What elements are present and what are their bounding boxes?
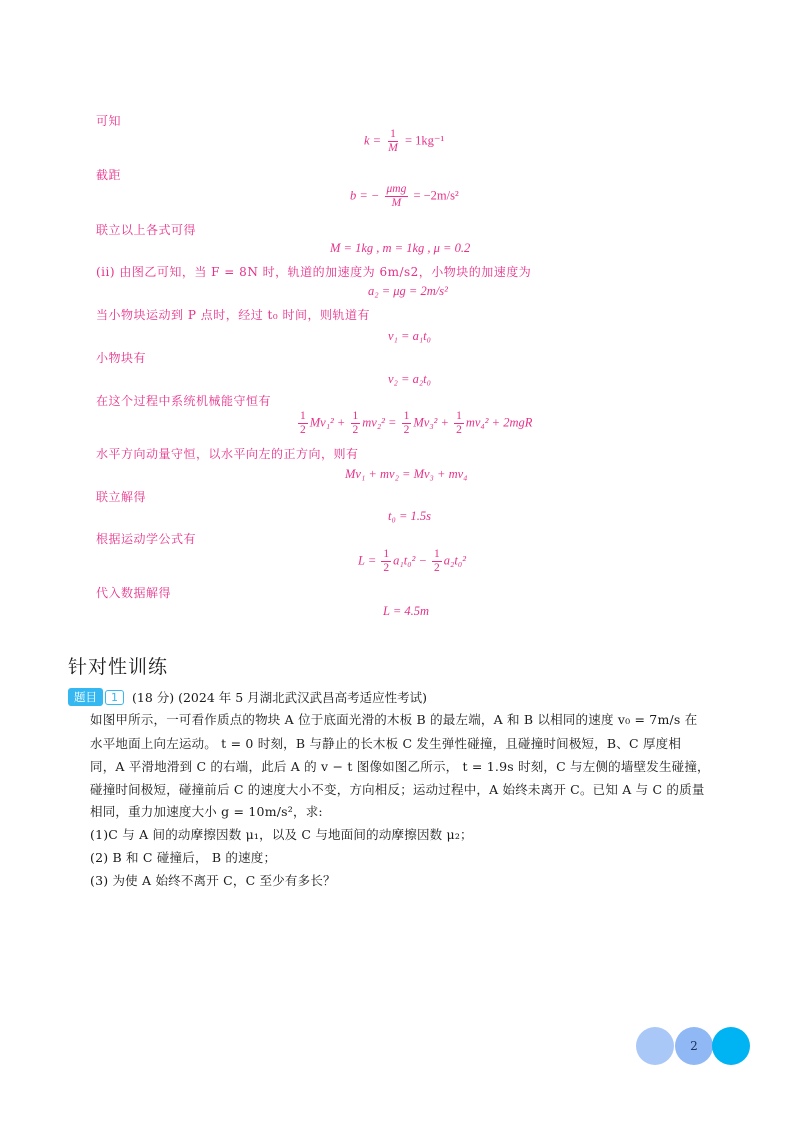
equation-energy <box>296 410 532 437</box>
eq-text: = −2m/s² <box>413 188 459 203</box>
fraction <box>454 410 464 437</box>
equation-v2: v₂ = a₂t₀ <box>388 372 431 386</box>
denominator: 2 <box>403 424 410 436</box>
question-source: (18 分) (2024 年 5 月湖北武汉武昌高考适应性考试) <box>132 690 428 705</box>
question-badge: 题目 <box>68 688 103 706</box>
numerator: 1 <box>456 410 462 422</box>
equation-t0: t₀ = 1.5s <box>388 509 431 523</box>
solution-label: (ii) 由图乙可知，当 F = 8N 时，轨道的加速度为 6m/s2，小物块的加速度为 <box>96 265 532 279</box>
fraction <box>385 183 409 210</box>
solution-label: 根据运动学公式有 <box>96 532 197 546</box>
solution-label: 截距 <box>96 168 122 182</box>
page-number: 2 <box>675 1027 713 1065</box>
numerator: 1 <box>403 410 410 422</box>
denominator: 2 <box>383 562 390 574</box>
question-part-2: (2) B 和 C 碰撞后， B 的速度； <box>90 850 277 865</box>
eq-text: L = <box>358 553 377 568</box>
denominator: 2 <box>352 424 359 436</box>
question-line: 同，A 平滑地滑到 C 的右端，此后 A 的 v − t 图像如图乙所示， t = 1.9s 时刻，C 与左侧的墙壁发生碰撞， <box>90 759 710 774</box>
solution-label: 联立以上各式可得 <box>96 223 197 237</box>
question-part-3: (3) 为使 A 始终不离开 C，C 至少有多长？ <box>90 873 336 888</box>
fraction <box>432 548 442 575</box>
equation-k <box>364 128 444 155</box>
eq-text: a₂t₀² <box>443 553 466 568</box>
equation-L-result: L = 4.5m <box>383 604 430 618</box>
solution-label: 代入数据解得 <box>96 586 172 600</box>
question-line: 水平地面上向左运动。 t = 0 时刻，B 与静止的长木板 C 发生弹性碰撞，且碰撞时间极短，B、C 厚度相 <box>90 736 682 751</box>
denominator: 2 <box>300 424 306 436</box>
denominator: M <box>388 142 398 154</box>
fraction <box>351 410 361 437</box>
numerator: μmg <box>386 183 407 195</box>
equation-L <box>358 548 466 575</box>
fraction <box>381 548 391 575</box>
fraction <box>386 128 400 155</box>
solution-label: 可知 <box>96 114 122 128</box>
eq-text: b = − <box>350 188 380 203</box>
page-indicator <box>636 1027 752 1067</box>
equation-b <box>350 183 459 210</box>
section-title: 针对性训练 <box>68 656 169 678</box>
eq-text: mv₄² + 2mgR <box>465 415 533 430</box>
eq-text: k = <box>364 133 382 148</box>
denominator: M <box>391 197 402 209</box>
numerator: 1 <box>434 548 440 560</box>
numerator: 1 <box>390 128 396 140</box>
eq-text: a₁t₀² − <box>393 553 427 568</box>
question-header <box>68 688 427 706</box>
eq-text: Mv₁² + <box>309 415 346 430</box>
numerator: 1 <box>383 548 390 560</box>
solution-label: 联立解得 <box>96 490 147 504</box>
question-part-1: (1)C 与 A 间的动摩擦因数 μ₁，以及 C 与地面间的动摩擦因数 μ₂； <box>90 827 473 842</box>
fraction <box>298 410 308 437</box>
eq-text: mv₂² = <box>362 415 397 430</box>
question-line: 碰撞时间极短，碰撞前后 C 的速度大小不变，方向相反；运动过程中，A 始终未离开 C。已知 A 与 C 的质量 <box>90 782 705 797</box>
eq-text: = 1kg⁻¹ <box>404 133 445 148</box>
equation-v1: v₁ = a₁t₀ <box>388 329 431 343</box>
denominator: 2 <box>456 424 462 436</box>
decor-circle <box>636 1027 674 1065</box>
solution-label: 在这个过程中系统机械能守恒有 <box>96 394 272 408</box>
question-number: 1 <box>105 690 124 705</box>
eq-text: Mv₃² + <box>413 415 449 430</box>
question-line: 相同，重力加速度大小 g = 10m/s²，求: <box>90 804 323 819</box>
question-line: 如图甲所示，一可看作质点的物块 A 位于底面光滑的木板 B 的最左端，A 和 B 以相同的速度 v₀ = 7m/s 在 <box>90 712 698 727</box>
numerator: 1 <box>352 410 359 422</box>
solution-label: 当小物块运动到 P 点时，经过 t₀ 时间，则轨道有 <box>96 308 370 322</box>
decor-circle <box>712 1027 750 1065</box>
denominator: 2 <box>434 562 440 574</box>
solution-label: 水平方向动量守恒，以水平向左的正方向，则有 <box>96 447 359 461</box>
equation-result-1: M = 1kg , m = 1kg , μ = 0.2 <box>330 241 471 255</box>
equation-a2: a₂ = μg = 2m/s² <box>368 284 448 298</box>
fraction <box>402 410 412 437</box>
numerator: 1 <box>300 410 306 422</box>
solution-label: 小物块有 <box>96 351 147 365</box>
equation-momentum: Mv₁ + mv₂ = Mv₃ + mv₄ <box>345 467 468 481</box>
